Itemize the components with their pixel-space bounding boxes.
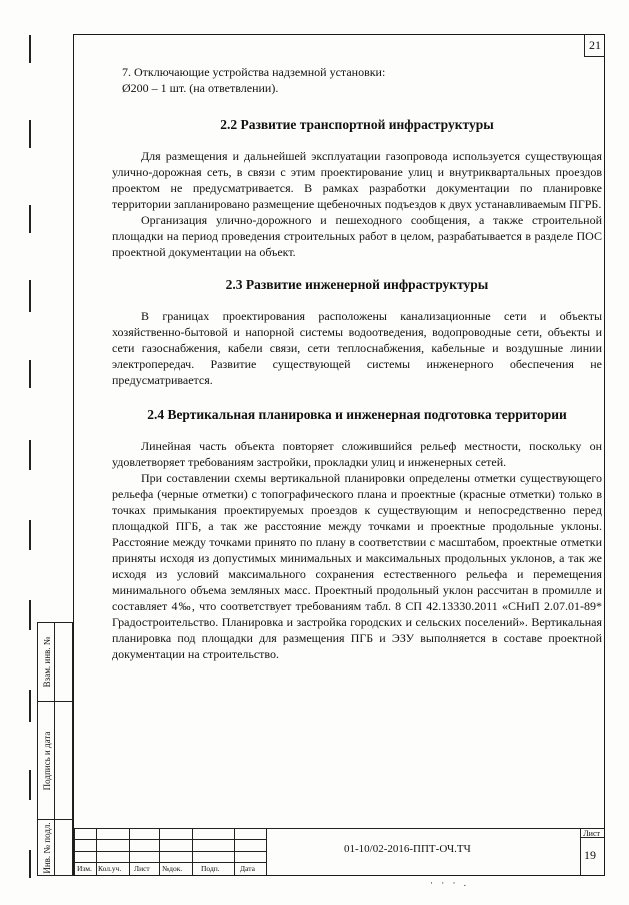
stamp-col-kolich: Кол.уч. bbox=[98, 864, 122, 873]
paragraph: При составлении схемы вертикальной планировки определены отметки существующего рельефа (черные отметки) с топографического плана и проектные (красные отметки) только в точках примыкания проектируемых проездов к существующим и непосредственно перед площадкой ПГБ, а так же расстояние между точками и проектные продольные уклоны. Расстояние между точками принято по плану в соответствии с масштабом, проектные отметки приняты исходя из допустимых минимальных и максимальных продольных уклонов, а так же исходя из условий максимального сохранения естественного рельефа и перемещения минимального объема земляных масс. Проектный продольный уклон рассчитан в промилле и составляет 4‰, что соответствует требованиям табл. 8 СП 42.13330.2011 «СНиП 2.07.01-89* Градостроительство. Планировка и застройка городских и сельских поселений». Вертикальная планировка под площадки для размещения ПГБ и ЭЗУ выполняется в составе проектной документации на строительство. bbox=[112, 471, 602, 661]
binding-mark bbox=[29, 205, 31, 233]
side-stamp-signature bbox=[37, 702, 73, 820]
side-label: Подпись и дата bbox=[42, 731, 52, 790]
binding-mark bbox=[29, 600, 31, 630]
side-stamp-replace bbox=[37, 622, 73, 702]
side-stamp-inventory bbox=[37, 820, 73, 876]
paragraph: 7. Отключающие устройства надземной установки: bbox=[122, 65, 386, 79]
paragraph: В границах проектирования расположены канализационные сети и объекты хозяйственно-бытовой и напорной системы водоотведения, водопроводные сети, объекты и сети газоснабжения, кабели связи, сети теплоснабжения, кабельные и воздушные линии электропередач. Развитие существующей системы инженерного обеспечения не предусматривается. bbox=[112, 309, 602, 387]
side-label: Инв. № подл. bbox=[42, 821, 52, 874]
paragraph: Линейная часть объекта повторяет сложившийся рельеф местности, поскольку он удовлетворяет требованиям застройки, прокладки улиц и инженерных сетей. bbox=[112, 439, 602, 469]
binding-mark bbox=[29, 770, 31, 800]
section-heading: 2.2 Развитие транспортной инфраструктуры bbox=[220, 117, 494, 132]
title-block bbox=[74, 828, 604, 875]
stamp-col-ndok: №док. bbox=[162, 864, 183, 873]
binding-mark bbox=[29, 690, 31, 722]
binding-mark bbox=[29, 520, 31, 550]
binding-mark bbox=[29, 360, 31, 388]
sheet-number: 19 bbox=[584, 848, 596, 862]
stamp-col-podp: Подп. bbox=[201, 864, 220, 873]
section-heading: 2.3 Развитие инженерной инфраструктуры bbox=[225, 277, 489, 292]
stamp-col-izm: Изм. bbox=[77, 864, 92, 873]
top-page-number: 21 bbox=[584, 35, 605, 57]
stamp-col-data: Дата bbox=[240, 864, 255, 873]
scan-specks: · · · . bbox=[430, 878, 469, 888]
side-label: Взам. инв. № bbox=[42, 636, 52, 688]
binding-mark bbox=[29, 850, 31, 878]
binding-mark bbox=[29, 120, 31, 148]
stamp-col-list: Лист bbox=[134, 864, 150, 873]
sheet-label: Лист bbox=[583, 829, 600, 838]
paragraph: Организация улично-дорожного и пешеходного сообщения, а также строительной площадки на период проведения строительных работ в целом, разрабатывается в разделе ПОС проектной документации на объект. bbox=[112, 213, 602, 259]
binding-mark bbox=[29, 440, 31, 470]
document-code: 01-10/02-2016-ППТ-ОЧ.ТЧ bbox=[344, 843, 471, 855]
binding-mark bbox=[29, 35, 31, 63]
paragraph: Ø200 – 1 шт. (на ответвлении). bbox=[122, 81, 279, 95]
document-body bbox=[112, 64, 602, 662]
section-heading: 2.4 Вертикальная планировка и инженерная подготовка территории bbox=[147, 407, 567, 422]
paragraph: Для размещения и дальнейшей эксплуатации газопровода используется существующая улично-дорожная сеть, в связи с этим проектирование улиц и внутриквартальных проездов проектом не предусматривается. В рамках разработки документации по планировке территории запланировано размещение щебеночных подъездов к двух устанавливаемым ПГРБ. bbox=[112, 149, 602, 211]
binding-mark bbox=[29, 280, 31, 312]
